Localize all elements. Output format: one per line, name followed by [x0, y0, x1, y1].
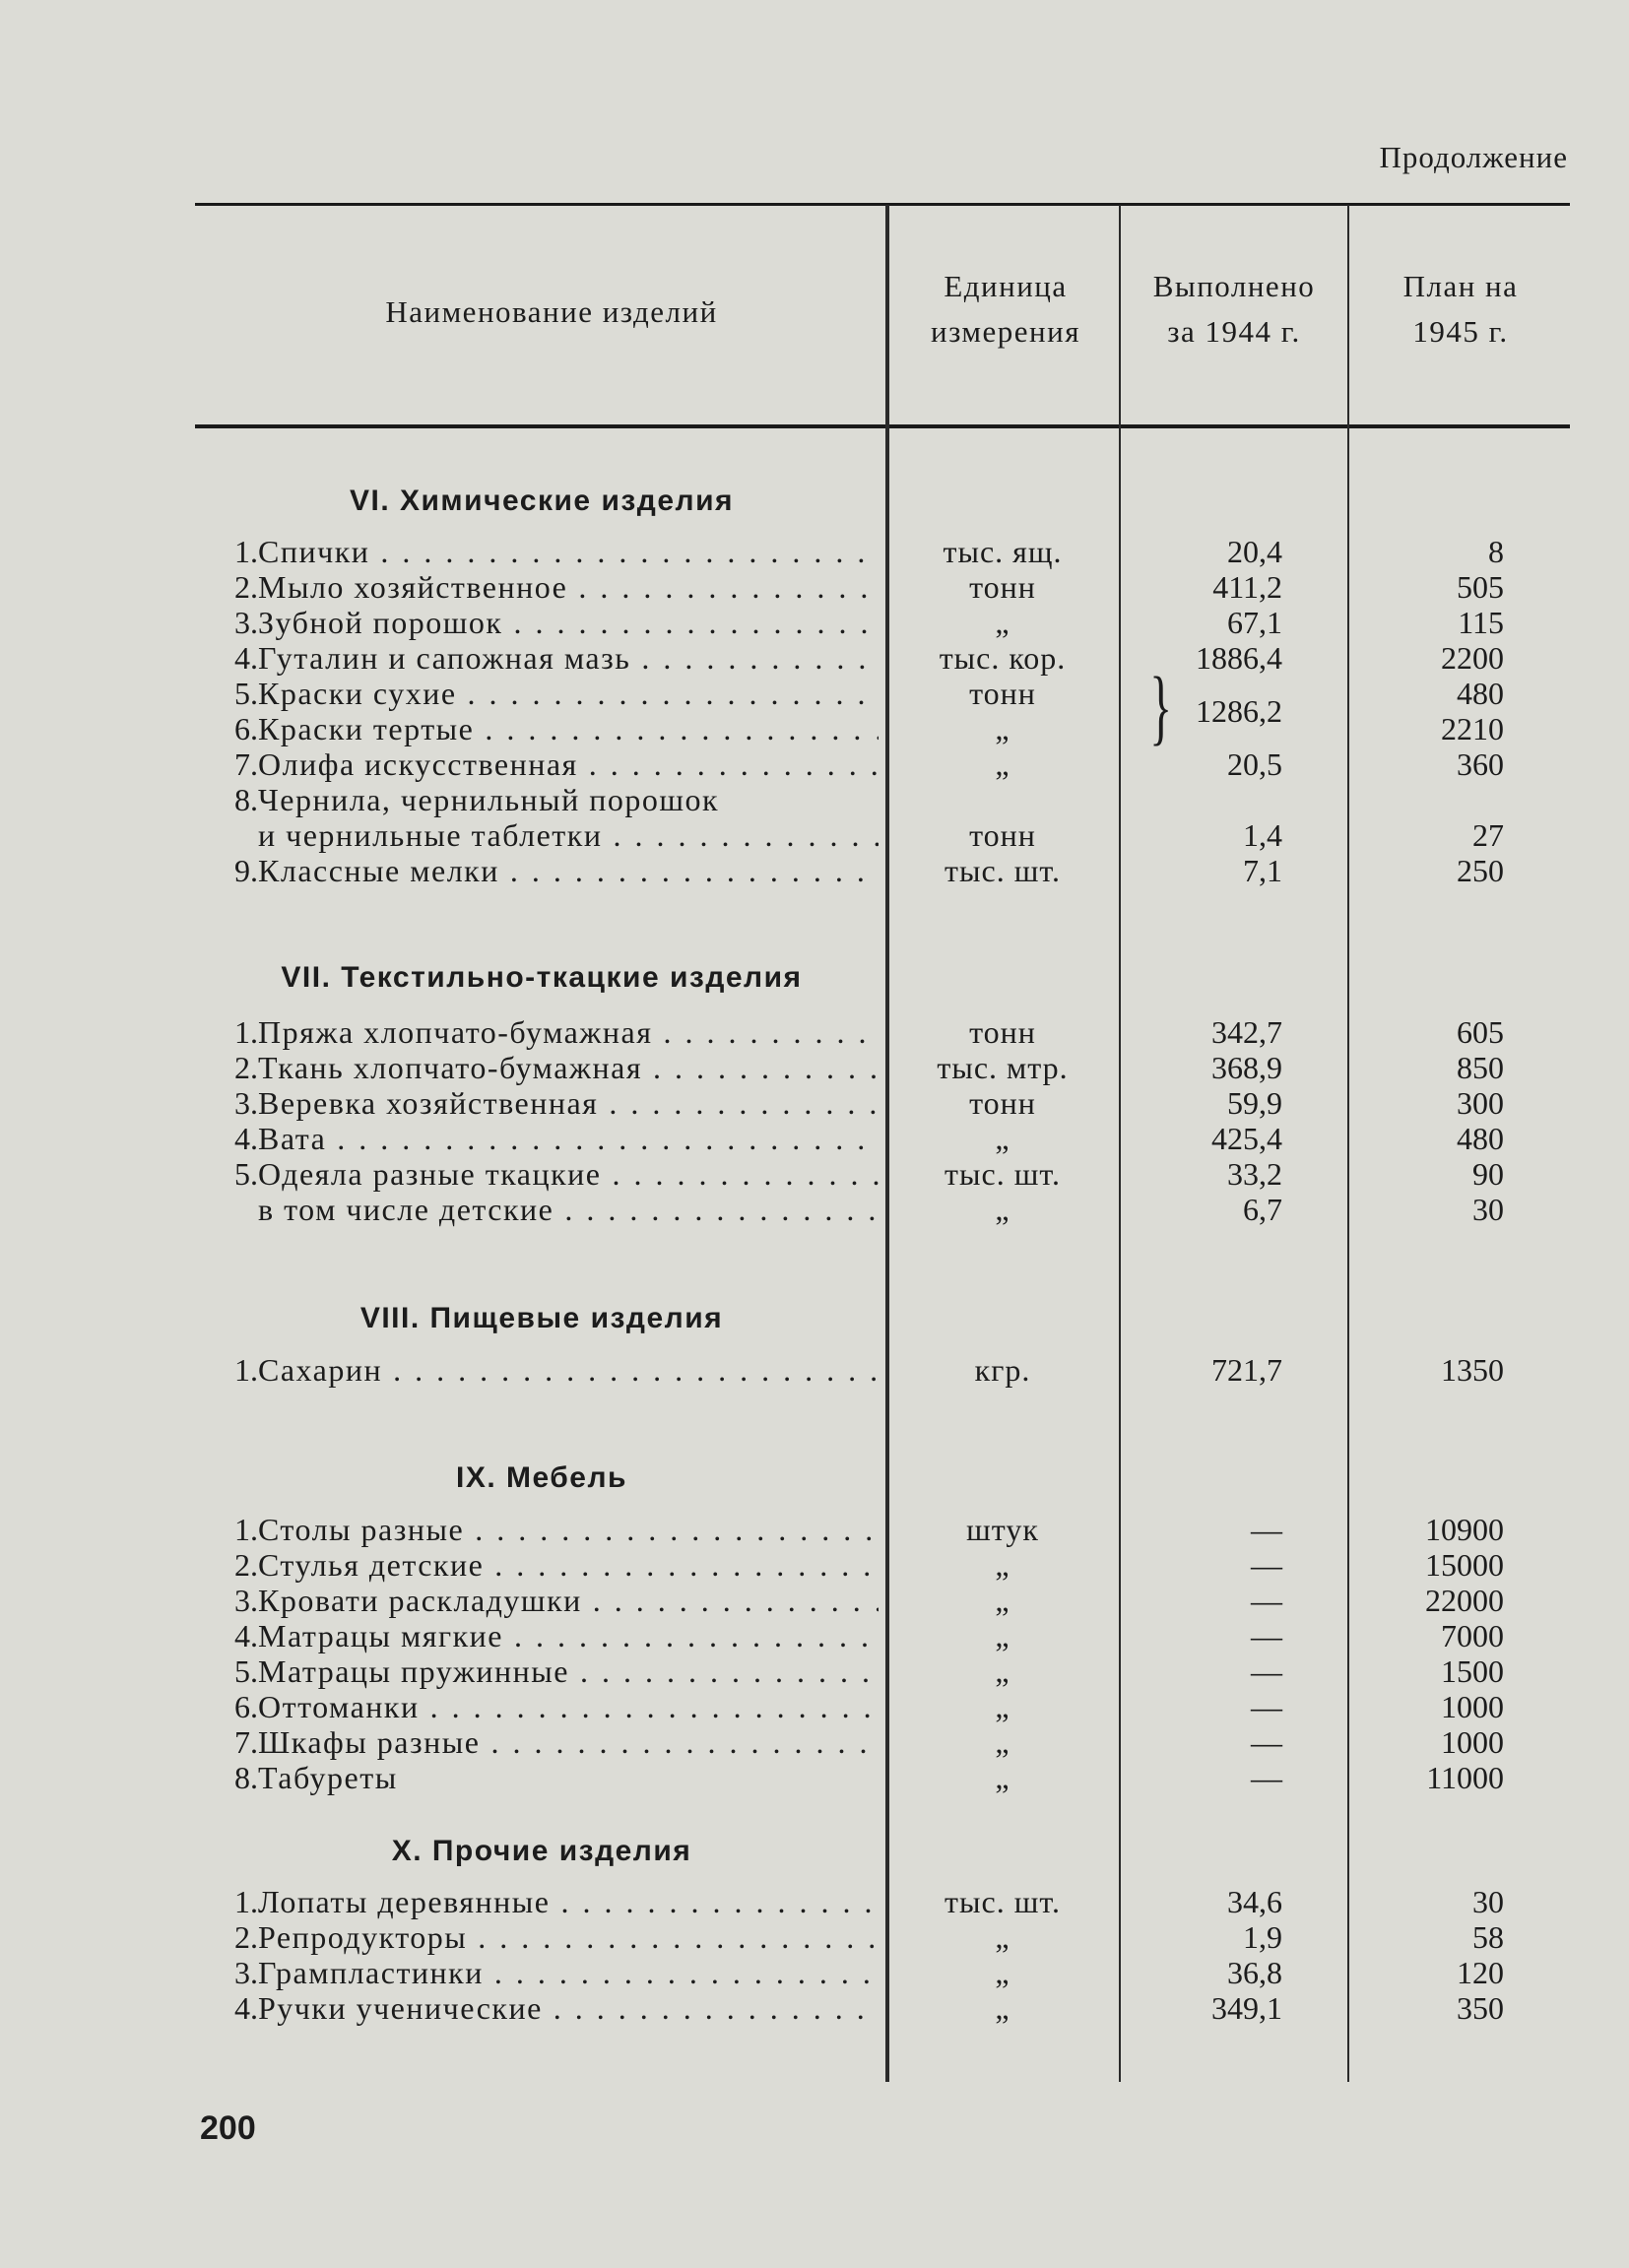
row-number: 2.	[234, 1050, 258, 1085]
header-unit: Единица измерения	[931, 269, 1080, 349]
plan-cell: 27	[1472, 817, 1504, 853]
done-cell: 33,2	[1227, 1156, 1282, 1192]
item-name: Табуреты	[258, 1760, 398, 1795]
unit-cell: тыс. мтр.	[937, 1050, 1069, 1085]
unit-cell: „	[995, 1724, 1010, 1760]
item-name: Репродукторы . . .	[258, 1919, 879, 1955]
unit-cell: тонн	[969, 1085, 1036, 1121]
unit-cell: „	[995, 1955, 1010, 1990]
done-cell: —	[1251, 1583, 1282, 1618]
plan-cell: 250	[1457, 853, 1504, 888]
plan-cell: 58	[1472, 1919, 1504, 1955]
unit-cell: „	[995, 1689, 1010, 1724]
unit-cell: „	[995, 1990, 1010, 2026]
row-number: 3.	[234, 605, 258, 640]
item-name: Ткань хлопчато-бумажная . . .	[258, 1050, 879, 1085]
unit-cell: тыс. шт.	[945, 1156, 1061, 1192]
done-cell: 20,5	[1227, 746, 1282, 782]
item-name: Мыло хозяйственное . . .	[258, 569, 879, 605]
unit-cell: „	[995, 605, 1010, 640]
table-row	[0, 569, 1629, 605]
unit-cell: „	[995, 1618, 1010, 1653]
table-row	[0, 1653, 1629, 1689]
done-cell: —	[1251, 1653, 1282, 1689]
plan-cell: 7000	[1441, 1618, 1504, 1653]
unit-cell: тыс. кор.	[939, 640, 1067, 676]
header-name: Наименование изделий	[385, 294, 718, 329]
done-cell: 1,9	[1243, 1919, 1282, 1955]
table-row	[0, 1121, 1629, 1156]
item-name: Чернила, чернильный порошок	[258, 782, 720, 817]
item-name: в том числе детские . . .	[258, 1192, 879, 1227]
table-row	[0, 534, 1629, 569]
unit-cell: тыс. шт.	[945, 1884, 1061, 1919]
unit-cell: „	[995, 1919, 1010, 1955]
plan-cell: 1000	[1441, 1689, 1504, 1724]
done-cell: 1,4	[1243, 817, 1282, 853]
done-cell: 1886,4	[1196, 640, 1282, 676]
row-number: 7.	[234, 746, 258, 782]
plan-cell: 2210	[1441, 711, 1504, 746]
done-cell: 342,7	[1211, 1014, 1282, 1050]
done-cell: 425,4	[1211, 1121, 1282, 1156]
brace-glyph: }	[1149, 659, 1172, 753]
item-name: Оттоманки . . .	[258, 1689, 879, 1724]
page-number: 200	[200, 2109, 256, 2147]
row-number: 5.	[234, 1653, 258, 1689]
section-title: VI. Химические изделия	[349, 485, 735, 517]
unit-cell: „	[995, 1547, 1010, 1583]
done-cell: —	[1251, 1512, 1282, 1547]
unit-cell: кгр.	[974, 1352, 1031, 1388]
table-row	[0, 1085, 1629, 1121]
section-title: VIII. Пищевые изделия	[359, 1302, 724, 1334]
row-number: 7.	[234, 1724, 258, 1760]
header-done: Выполнено за 1944 г.	[1152, 269, 1316, 349]
row-number: 1.	[234, 1014, 258, 1050]
done-cell: 349,1	[1211, 1990, 1282, 2026]
table-row	[0, 1352, 1629, 1388]
item-name: Краски тертые . . .	[258, 711, 879, 746]
table-row	[0, 746, 1629, 782]
header-plan: План на 1945 г.	[1402, 269, 1519, 349]
item-name: Спички . . .	[258, 534, 879, 569]
unit-cell: тыс. ящ.	[943, 534, 1063, 569]
plan-cell: 605	[1457, 1014, 1504, 1050]
item-name: Грампластинки . . .	[258, 1955, 879, 1990]
item-name: Одеяла разные ткацкие . . .	[258, 1156, 879, 1192]
table-row	[0, 782, 1629, 817]
row-number: 1.	[234, 534, 258, 569]
done-cell: 411,2	[1212, 569, 1282, 605]
item-name: Кровати раскладушки . . .	[258, 1583, 879, 1618]
item-name: Веревка хозяйственная . . .	[258, 1085, 879, 1121]
plan-cell: 850	[1457, 1050, 1504, 1085]
plan-cell: 350	[1457, 1990, 1504, 2026]
plan-cell: 1350	[1441, 1352, 1504, 1388]
continuation-label: Продолжение	[1379, 140, 1568, 174]
table-row	[0, 640, 1629, 676]
unit-cell: „	[995, 1192, 1010, 1227]
unit-cell: тонн	[969, 676, 1036, 711]
done-cell: 7,1	[1243, 853, 1282, 888]
row-number: 5.	[234, 1156, 258, 1192]
table-row	[0, 1724, 1629, 1760]
done-cell: —	[1251, 1547, 1282, 1583]
done-cell: —	[1251, 1760, 1282, 1795]
row-number: 2.	[234, 1919, 258, 1955]
plan-cell: 115	[1458, 605, 1504, 640]
done-cell: 34,6	[1227, 1884, 1282, 1919]
unit-cell: „	[995, 711, 1010, 746]
row-number: 6.	[234, 711, 258, 746]
plan-cell: 30	[1472, 1192, 1504, 1227]
plan-cell: 11000	[1426, 1760, 1504, 1795]
plan-cell: 505	[1457, 569, 1504, 605]
row-number: 4.	[234, 640, 258, 676]
table-top-rule	[195, 203, 1570, 206]
table-row	[0, 605, 1629, 640]
item-name: Сахарин . . .	[258, 1352, 879, 1388]
plan-cell: 22000	[1425, 1583, 1504, 1618]
row-number: 1.	[234, 1884, 258, 1919]
row-number: 1.	[234, 1352, 258, 1388]
item-name: Краски сухие . . .	[258, 676, 879, 711]
plan-cell: 360	[1457, 746, 1504, 782]
row-number: 8.	[234, 1760, 258, 1795]
plan-cell: 15000	[1425, 1547, 1504, 1583]
plan-cell: 90	[1472, 1156, 1504, 1192]
section-title: IX. Мебель	[455, 1461, 627, 1494]
plan-cell: 2200	[1441, 640, 1504, 676]
row-number: 8.	[234, 782, 258, 817]
item-name: Классные мелки . . .	[258, 853, 879, 888]
row-number: 4.	[234, 1990, 258, 2026]
unit-cell: „	[995, 746, 1010, 782]
item-name: Матрацы пружинные . . .	[258, 1653, 879, 1689]
table-row	[0, 1547, 1629, 1583]
item-name: Столы разные . . .	[258, 1512, 879, 1547]
row-number: 6.	[234, 1689, 258, 1724]
done-cell: 36,8	[1227, 1955, 1282, 1990]
unit-cell: тонн	[969, 569, 1036, 605]
done-cell: —	[1251, 1724, 1282, 1760]
section-title: VII. Текстильно-ткацкие изделия	[281, 961, 803, 994]
done-cell: 20,4	[1227, 534, 1282, 569]
item-name: Олифа искусственная . . .	[258, 746, 879, 782]
item-name: Шкафы разные . . .	[258, 1724, 879, 1760]
unit-cell: „	[995, 1760, 1010, 1795]
header-bottom-rule	[195, 424, 1570, 428]
plan-cell: 120	[1457, 1955, 1504, 1990]
table-row	[0, 1014, 1629, 1050]
done-cell: 721,7	[1211, 1352, 1282, 1388]
unit-cell: „	[995, 1121, 1010, 1156]
row-number: 3.	[234, 1955, 258, 1990]
plan-cell: 30	[1472, 1884, 1504, 1919]
plan-cell: 480	[1457, 1121, 1504, 1156]
brace-value	[0, 693, 1629, 729]
plan-cell: 10900	[1425, 1512, 1504, 1547]
row-number: 1.	[234, 1512, 258, 1547]
row-number: 4.	[234, 1618, 258, 1653]
unit-cell: „	[995, 1583, 1010, 1618]
done-cell: 368,9	[1211, 1050, 1282, 1085]
item-name: Ручки ученические . . .	[258, 1990, 879, 2026]
item-name: Пряжа хлопчато-бумажная . . .	[258, 1014, 879, 1050]
item-name: Матрацы мягкие . . .	[258, 1618, 879, 1653]
done-cell: 59,9	[1227, 1085, 1282, 1121]
unit-cell: штук	[966, 1512, 1039, 1547]
row-number: 3.	[234, 1085, 258, 1121]
plan-cell: 480	[1457, 676, 1504, 711]
plan-cell: 1000	[1441, 1724, 1504, 1760]
unit-cell: тонн	[969, 817, 1036, 853]
plan-cell: 300	[1457, 1085, 1504, 1121]
plan-cell: 8	[1488, 534, 1504, 569]
unit-cell: тыс. шт.	[945, 853, 1061, 888]
item-name: Стулья детские . . .	[258, 1547, 879, 1583]
table-row	[0, 1512, 1629, 1547]
item-name: и чернильные таблетки . . .	[258, 817, 879, 853]
done-cell: —	[1251, 1618, 1282, 1653]
table-row	[0, 1156, 1629, 1192]
table-row	[0, 1618, 1629, 1653]
row-number: 2.	[234, 569, 258, 605]
unit-cell: тонн	[969, 1014, 1036, 1050]
row-number: 2.	[234, 1547, 258, 1583]
unit-cell: „	[995, 1653, 1010, 1689]
table-row	[0, 817, 1629, 853]
plan-cell: 1500	[1441, 1653, 1504, 1689]
item-name: Вата . . .	[258, 1121, 879, 1156]
item-name: Лопаты деревянные . . .	[258, 1884, 879, 1919]
row-number: 5.	[234, 676, 258, 711]
table-row	[0, 1192, 1629, 1227]
table-row	[0, 1884, 1629, 1919]
item-name: Гуталин и сапожная мазь . . .	[258, 640, 879, 676]
section-title: X. Прочие изделия	[391, 1835, 692, 1867]
table-row	[0, 853, 1629, 888]
table-row	[0, 1689, 1629, 1724]
table-row	[0, 1919, 1629, 1955]
table-row	[0, 1050, 1629, 1085]
combined-done-value: 1286,2	[1196, 693, 1282, 729]
done-cell: 67,1	[1227, 605, 1282, 640]
row-number: 3.	[234, 1583, 258, 1618]
done-cell: 6,7	[1243, 1192, 1282, 1227]
item-name: Зубной порошок . . .	[258, 605, 879, 640]
table-row	[0, 1955, 1629, 1990]
row-number: 9.	[234, 853, 258, 888]
done-cell: —	[1251, 1689, 1282, 1724]
row-number: 4.	[234, 1121, 258, 1156]
table-row	[0, 1990, 1629, 2026]
table-row	[0, 1583, 1629, 1618]
table-row	[0, 1760, 1629, 1795]
